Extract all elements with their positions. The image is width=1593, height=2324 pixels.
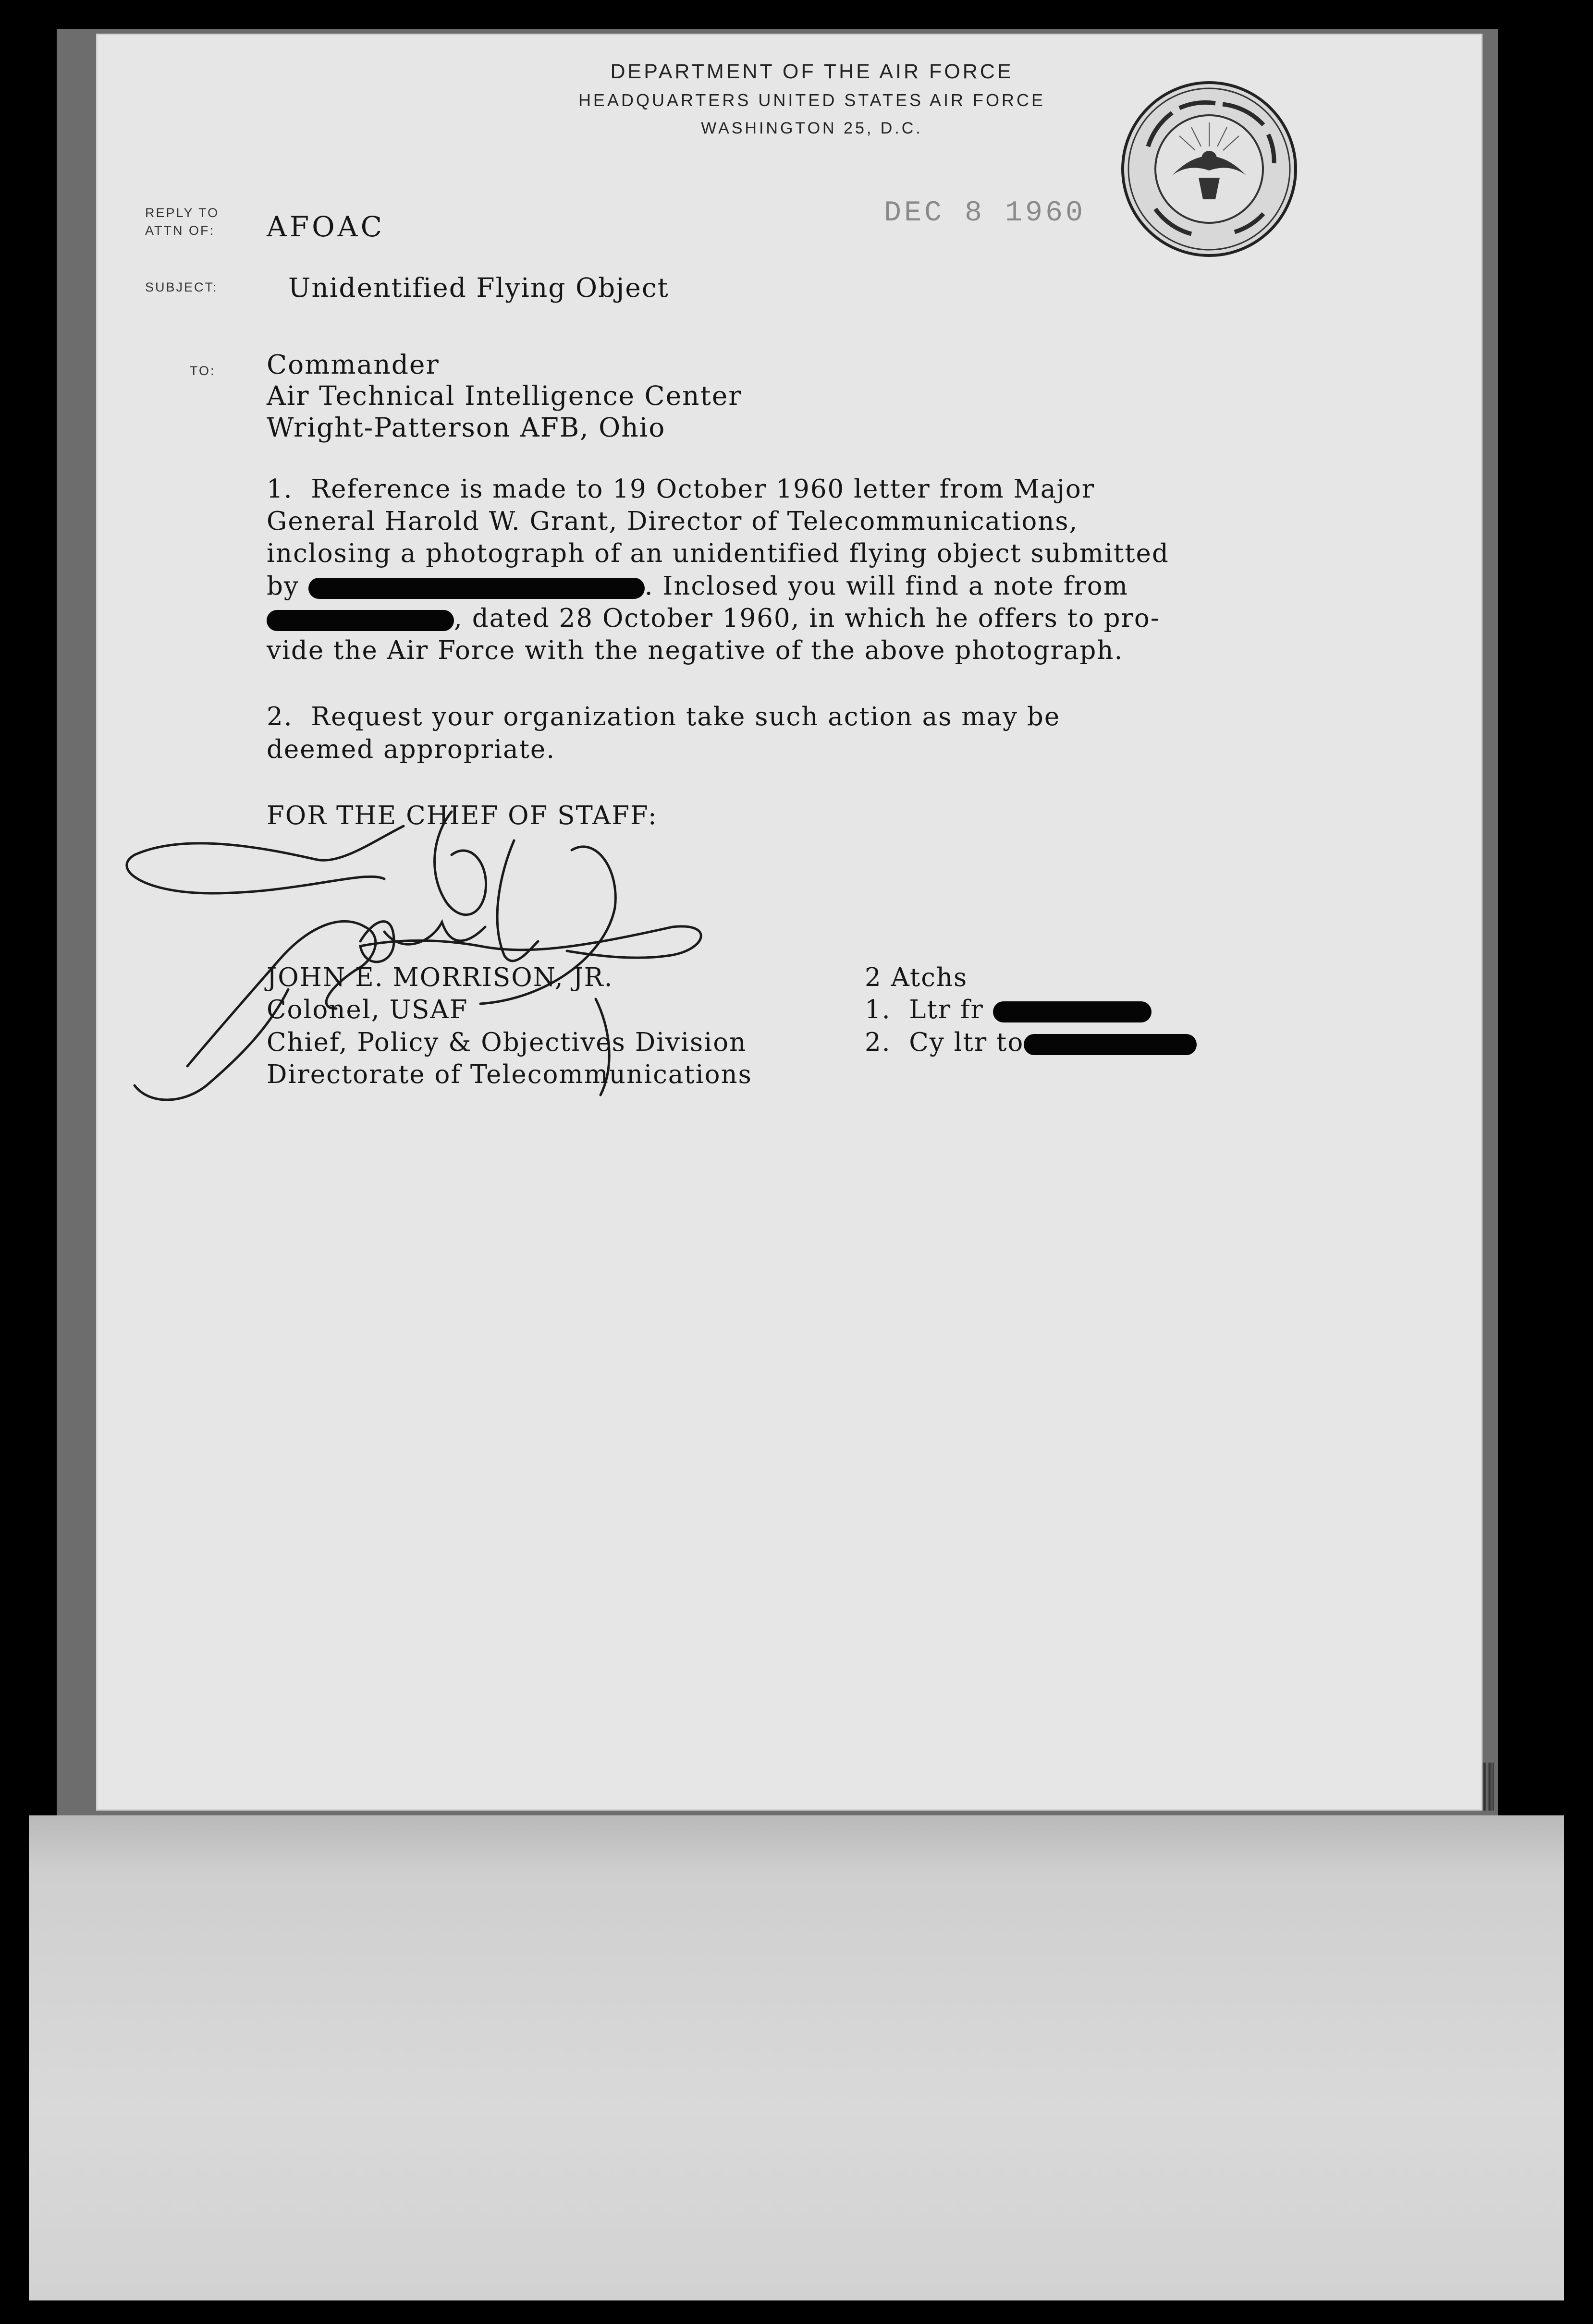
addressee-line-3: Wright-Patterson AFB, Ohio [267,412,666,443]
signer-title-1: Chief, Policy & Objectives Division [267,1028,747,1057]
signer-title-2: Directorate of Telecommunications [267,1060,752,1089]
reply-to-label: REPLY TO [145,206,220,220]
addressee-line-2: Air Technical Intelligence Center [267,380,742,411]
signer-rank: Colonel, USAF [267,995,468,1024]
letterhead-address: WASHINGTON 25, D.C. [701,119,923,137]
paragraph-1-line-2: General Harold W. Grant, Director of Telecommunications, [267,507,1078,536]
letterhead-department: DEPARTMENT OF THE AIR FORCE [610,60,1014,83]
paragraph-1-line-5 [267,604,1160,633]
attachment-1-label: 1. Ltr fr [865,995,984,1024]
paragraph-1-line-1: 1. Reference is made to 19 October 1960 letter from Major [267,475,1095,504]
addressee-line-1: Commander [267,349,440,380]
date-stamp: DEC 8 1960 [884,197,1086,230]
paragraph-1-line-6: vide the Air Force with the negative of the above photograph. [267,636,1124,665]
redaction-mark [308,578,645,599]
signer-name: JOHN E. MORRISON, JR. [267,963,613,992]
attn-of-label: ATTN OF: [145,223,215,238]
to-label: TO: [190,364,216,378]
attachment-2-label: 2. Cy ltr to [865,1028,1024,1057]
attachment-1 [865,995,1152,1024]
letterhead-headquarters: HEADQUARTERS UNITED STATES AIR FORCE [578,90,1046,110]
redaction-mark [267,610,454,631]
film-lower-area [29,1815,1564,2300]
redaction-mark [993,1001,1152,1022]
attachment-2 [865,1028,1197,1057]
redaction-mark [1024,1034,1197,1055]
letterhead [480,60,1143,138]
subject-label: SUBJECT: [145,280,218,294]
paragraph-1-line-4-end: . Inclosed you will find a note from [644,572,1128,601]
attachments-count: 2 Atchs [865,963,968,992]
paragraph-1-line-5-end: , dated 28 October 1960, in which he offers to pro- [454,604,1160,633]
paragraph-2-line-2: deemed appropriate. [267,735,556,764]
department-of-defense-seal-icon [1119,79,1299,259]
paragraph-1-line-4 [267,572,1128,601]
for-chief-of-staff: FOR THE CHIEF OF STAFF: [267,801,658,830]
office-symbol: AFOAC [267,210,385,243]
paragraph-2-line-1: 2. Request your organization take such action as may be [267,702,1061,731]
paragraph-1-line-3: inclosing a photograph of an unidentified flying object submitted [267,539,1169,568]
paragraph-1-line-4-start: by [267,572,299,601]
subject-value: Unidentified Flying Object [288,272,669,303]
